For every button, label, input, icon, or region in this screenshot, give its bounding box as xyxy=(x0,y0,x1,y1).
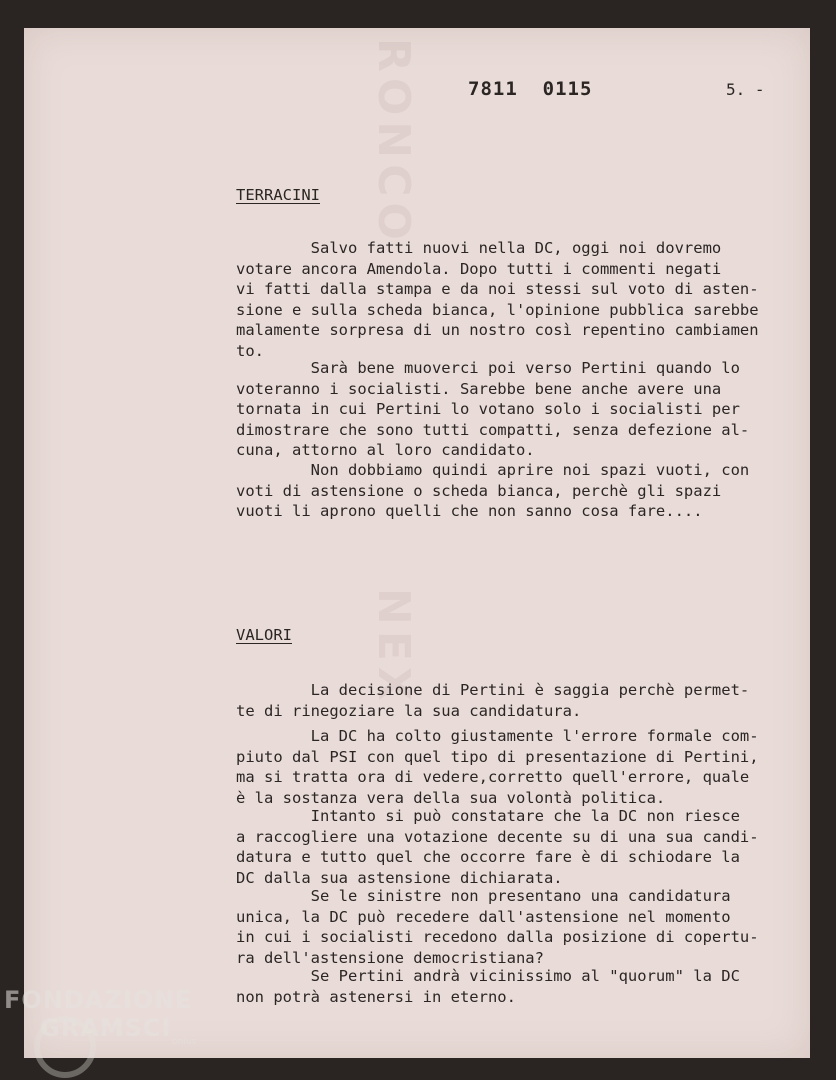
section-title-terracini: TERRACINI xyxy=(236,186,320,204)
paragraph: Intanto si può constatare che la DC non riesce a raccogliere una votazione decente su di una sua candi- datura e tutto quel che occorre fare è di schiodare la DC dalla sua astensione dichiarata. xyxy=(236,807,759,887)
logo-line-3: onlus xyxy=(172,1037,197,1047)
document-number: 7811 0115 xyxy=(468,78,593,100)
paper-watermark-bottom: NEX xyxy=(368,588,419,707)
section-title-valori: VALORI xyxy=(236,626,292,644)
paragraph: Salvo fatti nuovi nella DC, oggi noi dovremo votare ancora Amendola. Dopo tutti i commenti negati vi fatti dalla stampa e da noi stessi sul voto di asten- sione e sulla scheda bianca, l'opinione pubblica sarebbe malamente sorpresa di un nostro così repentino cambiamen to. xyxy=(236,239,759,360)
paper-watermark-top: RONCO xyxy=(368,38,419,246)
fondazione-gramsci-logo xyxy=(4,988,196,1047)
page-number: 5. - xyxy=(726,80,765,99)
paragraph: Se Pertini andrà vicinissimo al "quorum" la DC non potrà astenersi in eterno. xyxy=(236,967,740,1006)
logo-line-1: FONDAZIONE xyxy=(4,986,193,1014)
document-page xyxy=(24,28,810,1058)
paragraph: La DC ha colto giustamente l'errore formale com- piuto dal PSI con quel tipo di presentazione di Pertini, ma si tratta ora di vedere,corretto quell'errore, quale è la sostanza vera della sua volontà politica. xyxy=(236,727,759,807)
paragraph: La decisione di Pertini è saggia perchè permet- te di rinegoziare la sua candidatura. xyxy=(236,681,750,720)
paragraph: Sarà bene muoverci poi verso Pertini quando lo voteranno i socialisti. Sarebbe bene anche avere una tornata in cui Pertini lo votano solo i socialisti per dimostrare che sono tutti compatti, senza defezione al- cuna, attorno al loro candidato. xyxy=(236,359,750,459)
paragraph: Se le sinistre non presentano una candidatura unica, la DC può recedere dall'astensione nel momento in cui i socialisti recedono dalla posizione di copertu- ra dell'astensione democristiana? xyxy=(236,887,759,967)
logo-line-2: GRAMSCI xyxy=(40,1014,172,1042)
paragraph: Non dobbiamo quindi aprire noi spazi vuoti, con voti di astensione o scheda bianca, perchè gli spazi vuoti li aprono quelli che non sanno cosa fare.... xyxy=(236,461,750,520)
